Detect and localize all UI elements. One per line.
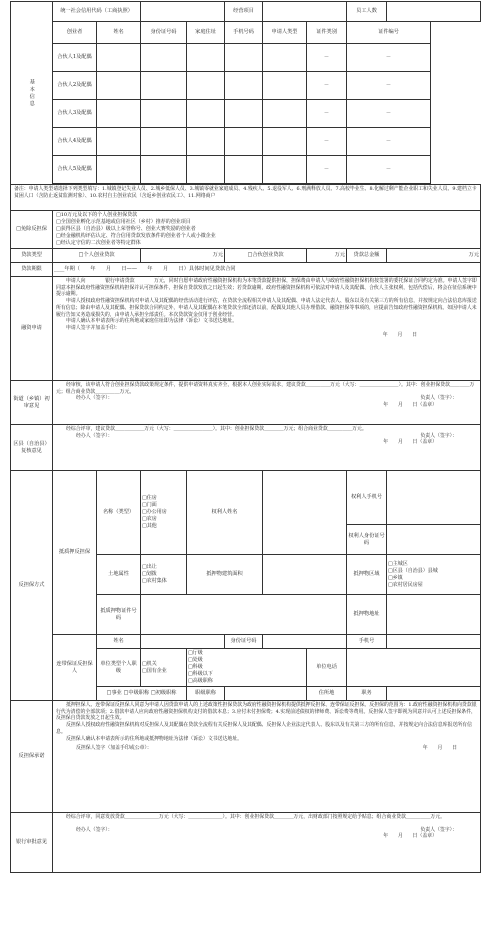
partner-4-cert-type: －: [307, 128, 347, 156]
credit-code-field[interactable]: [141, 2, 225, 22]
col-phone: 手机号码: [225, 22, 263, 44]
applicant-type-note: 备注：申请人类型请选择下列类型填写：1.城镇登记失业人员、2.城乡低保人员、3.城镇零就业家庭成员、4.残疾人、5.退役军人、6.刑满释放人员、7.高校毕业生、8.化解过剩产能企业职工和失业人员、9.建档立卡贫困人口（含防止返贫监测对象）、10.农村自主创业农民（含返乡创业农民工）、11.网络商户: [11, 185, 481, 211]
street-head-sign[interactable]: 负责人（签字）：: [420, 395, 458, 402]
building-area-field[interactable]: [263, 555, 347, 595]
business-project-label: 经营项目: [225, 2, 263, 22]
partner-3-type[interactable]: [263, 100, 307, 128]
partner-3-label: 合伙人3及配偶: [53, 100, 97, 128]
exempt-option-3[interactable]: □获得区县（自治县）级以上荣誉称号、创业大赛奖励的创业者: [56, 226, 196, 232]
owner-phone-label: 权利人手机号: [347, 471, 387, 525]
partner-4-phone[interactable]: [225, 128, 263, 156]
joint-phone-field[interactable]: [387, 635, 481, 649]
land-option-transfer[interactable]: □出让: [142, 564, 157, 570]
joint-id-label: 身份证号码: [225, 635, 263, 649]
partner-1-phone[interactable]: [225, 44, 263, 72]
unit-options: [141, 649, 187, 687]
partner-1-cert-no: －: [347, 44, 431, 72]
commitment-date[interactable]: 年 月 日: [422, 745, 458, 752]
exempt-options: [53, 211, 481, 249]
partner-4-address[interactable]: [187, 128, 225, 156]
partner-2-id[interactable]: [141, 72, 187, 100]
region-label: 抵押物区域: [347, 555, 387, 595]
bank-date[interactable]: 年 月 日（盖章）: [383, 833, 438, 840]
commitment-p1: 抵押担保人、连带保证反担保人同意为申请人因贷款申请人的上述政策性担保贷款为政府性融资担保机构提供抵押反担保、连带保证反担保。反担保的范围为：1.政府性融资担保机构向贷款银行代为清偿的全部款项；2.借款申请人应向政府性融资担保机构支付的借款本息；3.应付未付担保费；4.实现前述债权的律师费、诉讼费等费用。反担保人签字即视为同意并认可上述反担保条件，反担保自贷款发放之日起生效。: [56, 702, 477, 722]
name-option-other[interactable]: □其他: [142, 523, 157, 529]
partner-3-name[interactable]: [97, 100, 141, 128]
district-officer-sign[interactable]: 经办人（签字）：: [76, 432, 113, 439]
partner-5-phone[interactable]: [225, 156, 263, 184]
partner-1-type[interactable]: [263, 44, 307, 72]
partner-4-name[interactable]: [97, 128, 141, 156]
title-field[interactable]: [225, 687, 307, 701]
partner-1-name[interactable]: [97, 44, 141, 72]
col-cert-no: 证件编号: [347, 22, 431, 44]
partner-5-type[interactable]: [263, 156, 307, 184]
partner-5-id[interactable]: [141, 156, 187, 184]
rank-options: [187, 649, 307, 687]
rank-option-5[interactable]: □高级职称: [188, 678, 213, 684]
mortgage-address-field[interactable]: [387, 595, 481, 635]
personal-loan-option[interactable]: □个人创业贷款: [53, 249, 141, 263]
partner-2-name[interactable]: [97, 72, 141, 100]
partner-5-label: 合伙人5及配偶: [53, 156, 97, 184]
unit-option-gov[interactable]: □机关: [142, 660, 157, 667]
partner-1-id[interactable]: [141, 44, 187, 72]
partner-2-type[interactable]: [263, 72, 307, 100]
owner-id-label: 权利人身份证号码: [347, 525, 387, 555]
unit-option-soe[interactable]: □国有企业: [142, 667, 167, 674]
region-option-main[interactable]: □主城区: [388, 560, 408, 567]
partner-1-label: 合伙人1及配偶: [53, 44, 97, 72]
partner-5-cert-no: －: [347, 156, 431, 184]
loan-total-unit[interactable]: 万元: [387, 249, 481, 263]
joint-name-label: 姓名: [97, 635, 141, 649]
employee-count-label: 员工人数: [347, 2, 387, 22]
rank-option-1[interactable]: □厅级: [188, 650, 203, 656]
rank-option-2[interactable]: □处级: [188, 657, 203, 663]
partner-2-phone[interactable]: [225, 72, 263, 100]
exempt-option-4[interactable]: □经金融机构评估认定、符合信用贷款发放条件的创业者个人或小微企业: [56, 233, 216, 239]
position-label: 职务: [347, 687, 387, 701]
region-option-county[interactable]: □区县（自治县）县城: [388, 567, 438, 574]
unit-type-label: 单位类型个人职级: [97, 649, 141, 687]
col-cert-type: 证件类别: [307, 22, 347, 44]
financing-p2: 申请人授权政府性融资担保机构对申请人及其配偶的经营活动进行评估，在贷款全流程相关申请人及其配偶、申请人法定代表人、股东以及有关第三方的所有信息，并按规定向合法信息库报送所有信息；除由申请人及其配偶、担保贷款合同约定外，申请人及其配偶在本笔贷款全部还清以前，配偶及其他人员办理借款、融资担保等事项的，应提前告知政府性融资担保机构。如因申请人未履行告知义务造成损失的，由申请人承担全部责任。本次贷款资金仅用于创业经营。: [56, 298, 477, 318]
commitment-label: 反担保承诺: [11, 701, 53, 813]
street-officer-sign[interactable]: 经办人（签字）：: [76, 395, 113, 402]
financing-signature[interactable]: 申请人签字并加盖手印：: [66, 324, 120, 331]
commitment-sign[interactable]: 反担保人签字（加盖手印或公章）：: [76, 745, 152, 752]
partner-2-label: 合伙人2及配偶: [53, 72, 97, 100]
name-option-house[interactable]: □住房: [142, 495, 157, 501]
partner-2-cert-type: －: [307, 72, 347, 100]
mortgage-address-label: 抵押物地址: [347, 595, 387, 635]
financing-p3: 申请人确认本申请表所示的住所地或家庭住址即为法律（诉讼）文书送达地址。: [66, 318, 238, 325]
joint-guarantor-label: 连带保证反担保人: [53, 635, 97, 701]
unit-option-public[interactable]: □事业: [106, 690, 122, 697]
partner-5-address[interactable]: [187, 156, 225, 184]
partner-3-id[interactable]: [141, 100, 187, 128]
district-date[interactable]: 年 月 日（盖章）: [383, 439, 438, 446]
owner-name-label: 权利人姓名: [187, 471, 263, 555]
partner-4-type[interactable]: [263, 128, 307, 156]
col-address: 家庭住址: [187, 22, 225, 44]
employee-count-field[interactable]: [387, 2, 481, 22]
title-label: 职级职称: [187, 687, 225, 701]
col-founder: 创业者: [53, 22, 97, 44]
district-review-label: 区县（自治县）复核意见: [11, 425, 53, 471]
address2-label: 住所地: [307, 687, 347, 701]
guarantee-label: 反担保方式: [11, 471, 53, 701]
exempt-option-5[interactable]: □经认定守信的二次创业者等特定群体: [56, 240, 141, 246]
street-date[interactable]: 年 月 日（盖章）: [383, 402, 438, 409]
partner-2-cert-no: －: [347, 72, 431, 100]
name-type-options: [141, 471, 187, 555]
loan-term-text[interactable]: ____年期（ 年 月 日—— 年 月 日）具体时间见贷款合同: [53, 263, 481, 277]
partner-1-address[interactable]: [187, 44, 225, 72]
owner-name-field[interactable]: [263, 471, 347, 555]
business-project-field[interactable]: [263, 2, 347, 22]
partner-3-cert-type: －: [307, 100, 347, 128]
land-options: [141, 555, 187, 595]
cert-no-field[interactable]: [141, 595, 347, 635]
owner-id-field[interactable]: [387, 525, 481, 555]
bank-approval: [53, 813, 481, 873]
col-id: 身份证号码: [141, 22, 187, 44]
partner-5-name[interactable]: [97, 156, 141, 184]
street-review: [53, 381, 481, 425]
personal-loan-unit[interactable]: 万元: [141, 249, 225, 263]
partner-2-address[interactable]: [187, 72, 225, 100]
loan-total-label: 贷款总金额: [347, 249, 387, 263]
rank-option-3[interactable]: □科级: [188, 664, 203, 670]
partner-loan-unit[interactable]: 万元: [307, 249, 347, 263]
col-applicant-type: 申请人类型: [263, 22, 307, 44]
commitment-text: [53, 701, 481, 813]
financing-date[interactable]: 年 月 日: [382, 331, 418, 338]
district-review-text: 经综合评审，建议贷款＿＿＿＿＿＿万元（大写：＿＿＿＿＿＿＿＿）。其中：创业担保贷款＿＿＿＿万元；组合商业贷款＿＿＿＿＿万元。: [66, 426, 367, 432]
exempt-option-2[interactable]: □全国创业孵化示范基地或信用社区（乡村）推荐的创业项目: [56, 219, 191, 225]
financing-text: [53, 277, 481, 381]
land-attr-label: 土地属性: [97, 555, 141, 595]
land-option-collective[interactable]: □农村集体: [142, 578, 167, 584]
partner-3-phone[interactable]: [225, 100, 263, 128]
loan-term-label: 贷款期限: [11, 263, 53, 277]
bank-label: 银行审批意见: [11, 813, 53, 873]
district-head-sign[interactable]: 负责人（签字）：: [420, 432, 458, 439]
region-option-rural[interactable]: □农村居民房屋: [388, 581, 423, 588]
cert-no-label: 抵质押物证件号码: [97, 595, 141, 635]
financing-label: 融资申请: [11, 277, 53, 381]
partner-3-cert-no: －: [347, 100, 431, 128]
partner-5-cert-type: －: [307, 156, 347, 184]
name-type-label: 名称（类型）: [97, 471, 141, 555]
name-option-office[interactable]: □办公用房: [142, 509, 167, 515]
joint-id-field[interactable]: [263, 635, 347, 649]
col-name: 姓名: [97, 22, 141, 44]
partner-1-cert-type: －: [307, 44, 347, 72]
application-form: [0, 1, 490, 930]
partner-4-id[interactable]: [141, 128, 187, 156]
partner-4-label: 合伙人4及配偶: [53, 128, 97, 156]
basic-section-label: 基本信息: [11, 2, 53, 185]
district-review: [53, 425, 481, 471]
partner-loan-option[interactable]: □合伙创业贷款: [225, 249, 307, 263]
rank-option-4[interactable]: □科级以下: [188, 671, 213, 677]
commitment-p2: 反担保人授权政府性融资担保机构对反担保人及其配偶在贷款全流程有关反担保人及其配偶、反担保人企业法定代表人、股东以及有关第三方的所有信息，并按规定向合法信息库报送所有信息。: [56, 722, 472, 735]
owner-phone-field[interactable]: [387, 471, 481, 525]
exempt-option-1[interactable]: □10万元及以下的个人创业担保贷款: [56, 212, 138, 218]
commitment-p3: 反担保人确认本申请表所示的住所地或抵押物地址为法律（诉讼）文书送达地址。: [66, 735, 243, 742]
rank-option-6[interactable]: □中级职称: [123, 690, 150, 697]
mortgage-label: 抵质押反担保: [53, 471, 97, 635]
rank-extra-options: [97, 687, 187, 701]
unit-phone-field[interactable]: [347, 649, 481, 687]
position-field[interactable]: [387, 687, 481, 701]
joint-name-field[interactable]: [141, 635, 225, 649]
name-option-farmhouse[interactable]: □农房: [142, 516, 157, 522]
exempt-label[interactable]: □免除反担保: [11, 211, 53, 249]
region-options: [387, 555, 481, 595]
land-option-allocate[interactable]: □划拨: [142, 571, 157, 577]
financing-p1: 申请人向 银行申请贷款 万元，同时自愿申请政府性融资担保机构为本笔贷款提供担保，担保费由申请人与政府性融资担保机构按签署的委托保证合同约定为准。申请人签字即同意本担保政府性融资担保机构担保并认可担保条件，担保自贷款发放之日起生效；若贷款逾期，政府性融资担保机构可依法对申请人及其配偶、合伙人主张权利，包括代偿后，将会在征信系统中提示逾期。: [56, 278, 477, 298]
street-review-label: 街道（乡镇）初审意见: [11, 381, 53, 425]
joint-phone-label: 手机号: [347, 635, 387, 649]
street-review-text: 经审核，该申请人符合创业担保贷款政策规定条件，提供申请资料真实齐全，根据本人创业实际需求，建议贷款＿＿＿＿＿万元（大写：＿＿＿＿＿＿＿＿）。其中：创业担保贷款＿＿＿＿万元；组合商业贷款＿＿＿＿＿万元。: [56, 382, 475, 395]
form-table: [10, 1, 481, 873]
building-area-label: 抵押物建筑面积: [187, 555, 263, 595]
partner-4-cert-no: －: [347, 128, 431, 156]
bank-head-sign[interactable]: 负责人（签字）：: [420, 826, 458, 833]
credit-code-label: 统一社会信用代码（工商执照）: [53, 2, 141, 22]
bank-officer-sign[interactable]: 经办人（签字）：: [76, 826, 113, 833]
bank-approval-text: 经综合评审，同意发放贷款＿＿＿＿＿＿＿万元（大写：＿＿＿＿＿＿＿）。其中：创业担保贷款＿＿＿＿万元，出财政部门按照规定给予贴息；组合商业贷款＿＿＿＿＿万元。: [66, 814, 446, 820]
name-option-shop[interactable]: □门面: [142, 502, 157, 508]
unit-phone-label: 单位电话: [307, 649, 347, 687]
region-option-town[interactable]: □乡镇: [388, 574, 403, 581]
partner-3-address[interactable]: [187, 100, 225, 128]
rank-option-7[interactable]: □初级职称: [150, 690, 177, 697]
loan-type-label: 贷款类型: [11, 249, 53, 263]
